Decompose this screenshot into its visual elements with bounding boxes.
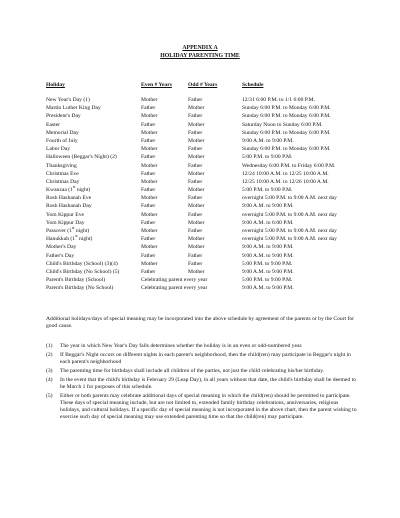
odd-years-cell: Father bbox=[188, 260, 203, 267]
table-row bbox=[46, 179, 366, 187]
footnote-number: (5) bbox=[46, 392, 53, 399]
holiday-cell: Child's Birthday (School) (3)(4) bbox=[46, 260, 118, 267]
holiday-cell: Passover (1st night) bbox=[46, 226, 90, 234]
even-years-cell: Father bbox=[141, 252, 156, 259]
table-row bbox=[46, 97, 366, 105]
even-years-cell: Mother bbox=[141, 211, 158, 218]
schedule-cell: Sunday 6:00 P.M. to Monday 6:00 P.M. bbox=[242, 105, 331, 112]
even-years-cell: Mother bbox=[141, 146, 158, 153]
footnote-item bbox=[46, 368, 358, 375]
appendix-heading: APPENDIX A bbox=[182, 45, 218, 51]
table-row bbox=[46, 253, 366, 261]
holiday-cell: Yom Kippur Eve bbox=[46, 211, 84, 218]
even-years-cell: Father bbox=[141, 219, 156, 226]
odd-years-cell: Mother bbox=[188, 244, 205, 251]
schedule-cell: Sunday 6:00 P.M. to Monday 6:00 P.M. bbox=[242, 113, 331, 120]
odd-years-cell: Father bbox=[188, 211, 203, 218]
holiday-cell: President's Day bbox=[46, 113, 81, 120]
table-row bbox=[46, 203, 366, 211]
schedule-cell: 9:00 A.M. to 9:00 P.M. bbox=[242, 137, 294, 144]
even-years-cell: Father bbox=[141, 268, 156, 275]
holiday-cell: Christmas Eve bbox=[46, 170, 79, 177]
footnote-item bbox=[46, 377, 358, 391]
holiday-table bbox=[46, 97, 366, 294]
holiday-cell: Christmas Day bbox=[46, 178, 80, 185]
holiday-cell: Halloween (Beggar's Night) (2) bbox=[46, 154, 117, 161]
footnote-item bbox=[46, 352, 358, 366]
holiday-cell: Fourth of July bbox=[46, 137, 78, 144]
odd-years-cell: Mother bbox=[188, 105, 205, 112]
odd-years-cell: Mother bbox=[188, 137, 205, 144]
table-row bbox=[46, 171, 366, 179]
odd-years-cell: Father bbox=[188, 113, 203, 120]
footnotes-list bbox=[46, 343, 358, 423]
schedule-cell: 9:00 A.M. to 9:00 P.M. bbox=[242, 244, 294, 251]
even-years-cell: Mother bbox=[141, 162, 158, 169]
even-years-cell: Mother bbox=[141, 228, 158, 234]
schedule-cell: 5:00 P.M. to 9:00 P.M. bbox=[242, 187, 293, 194]
even-years-cell: Father bbox=[141, 137, 156, 144]
odd-years-cell: Father bbox=[188, 228, 203, 234]
schedule-cell: overnight 5:00 P.M. to 9:00 A.M. next day bbox=[242, 195, 337, 202]
table-row bbox=[46, 220, 366, 228]
schedule-cell: Sunday 6:00 P.M. to Monday 6:00 P.M. bbox=[242, 146, 331, 153]
footnote-number: (3) bbox=[46, 367, 53, 374]
even-years-cell: Celebrating parent every year bbox=[141, 277, 208, 284]
footnote-text: The parenting time for birthdays shall include all children of the parties, not just the child celebrating his/her birthday. bbox=[60, 367, 325, 374]
column-header-schedule: Schedule bbox=[242, 82, 264, 88]
table-row bbox=[46, 122, 366, 130]
odd-years-cell: Mother bbox=[188, 203, 205, 210]
footnote-number: (1) bbox=[46, 343, 53, 349]
odd-years-cell: Mother bbox=[188, 154, 205, 161]
odd-years-cell: Mother bbox=[188, 187, 205, 194]
schedule-cell: overnight 5:00 P.M. to 9:00 A.M. next day bbox=[242, 228, 337, 234]
schedule-cell: 5:00 P.M. to 9:00 P.M. bbox=[242, 260, 293, 267]
even-years-cell: Mother bbox=[141, 260, 158, 267]
table-row bbox=[46, 269, 366, 277]
even-years-cell: Father bbox=[141, 187, 156, 194]
footnote-item bbox=[46, 343, 358, 350]
table-row bbox=[46, 138, 366, 146]
footnote-text: The year in which New Year's Day falls determines whether the holiday is in an even or odd-numbered year. bbox=[60, 343, 303, 349]
odd-years-cell: Mother bbox=[188, 219, 205, 226]
holiday-cell: Martin Luther King Day bbox=[46, 105, 101, 112]
schedule-cell: 9:00 A.M. to 9:00 P.M. bbox=[242, 203, 294, 210]
schedule-cell: Sunday 6:00 P.M. to Monday 6:00 P.M. bbox=[242, 129, 331, 136]
table-row bbox=[46, 130, 366, 138]
table-row bbox=[46, 163, 366, 171]
holiday-cell: Kwanzaa (1st night) bbox=[46, 185, 91, 194]
odd-years-cell: Father bbox=[188, 162, 203, 169]
footnote-text: If Beggar's Night occurs on different nights in each parent's neighborhood, then the child(ren) may participate in Beggar's night in each parent's neighborhood bbox=[60, 351, 351, 365]
schedule-cell: overnight 5:00 P.M. to 9:00 A.M. next day bbox=[242, 211, 337, 218]
footnote-item bbox=[46, 393, 358, 422]
column-header-even-years: Even # Years bbox=[141, 82, 172, 88]
even-years-cell: Father bbox=[141, 236, 156, 243]
odd-years-cell: Mother bbox=[188, 170, 205, 177]
table-row bbox=[46, 285, 366, 293]
schedule-cell: 9:00 A.M. to 9:00 P.M. bbox=[242, 285, 294, 292]
odd-years-cell: Mother bbox=[188, 268, 205, 275]
even-years-cell: Mother bbox=[141, 244, 158, 251]
footnote-text: In the event that the child's birthday is February 29 (Leap Day), in all years without that date, the child's birthday shall be deemed to be March 1 for purposes of this schedule. bbox=[60, 376, 356, 390]
schedule-cell: 12/25 10:00 A.M. to 12/26 10:00 A.M. bbox=[242, 178, 329, 185]
table-row bbox=[46, 113, 366, 121]
even-years-cell: Celebrating parent every year bbox=[141, 285, 208, 292]
table-row bbox=[46, 236, 366, 244]
holiday-cell: Memorial Day bbox=[46, 129, 79, 136]
schedule-cell: 12/24 10:00 A.M. to 12/25 10:00 A.M. bbox=[242, 170, 329, 177]
table-row bbox=[46, 212, 366, 220]
even-years-cell: Mother bbox=[141, 178, 158, 185]
even-years-cell: Mother bbox=[141, 195, 158, 202]
table-row bbox=[46, 195, 366, 203]
schedule-cell: Saturday Noon to Sunday 6:00 P.M. bbox=[242, 121, 323, 128]
even-years-cell: Father bbox=[141, 203, 156, 210]
holiday-cell: Parent's Birthday (No School) bbox=[46, 285, 114, 292]
footnote-text: Either or both parents may celebrate additional days of special meaning in which the child(ren) should be permitted to participate. These days of special meaning include, but are not limited to, extended family birthday celebrations, anniversaries, religious holidays, and cultural holidays. If a specific day of special meaning is not incorporated in the above chart, then the parent wishing to exercise such day of special meaning may use extended parenting time so that the child(ren) may participate. bbox=[60, 392, 357, 421]
footnote-number: (4) bbox=[46, 376, 53, 383]
even-years-cell: Mother bbox=[141, 129, 158, 136]
holiday-cell: Hanukkah (1st night) bbox=[46, 234, 93, 243]
odd-years-cell: Father bbox=[188, 178, 203, 185]
additional-holidays-paragraph: Additional holidays/days of special meaning may be incorporated into the above schedule by agreement of the parents or by the Court for good cause. bbox=[46, 316, 355, 330]
table-row bbox=[46, 154, 366, 162]
schedule-cell: Wednesday 6:00 P.M. to Friday 6:00 P.M. bbox=[242, 162, 336, 169]
odd-years-cell: Father bbox=[188, 195, 203, 202]
column-header-holiday: Holiday bbox=[46, 82, 65, 88]
holiday-cell: Thanksgiving bbox=[46, 162, 77, 169]
schedule-cell: 12/31 6:00 P.M. to 1/1 6:00 P.M. bbox=[242, 97, 316, 103]
odd-years-cell: Father bbox=[188, 146, 203, 153]
schedule-cell: 9:00 A.M. to 6:00 P.M. bbox=[242, 219, 294, 226]
table-row bbox=[46, 261, 366, 269]
schedule-cell: 9:00 A.M. to 9:00 P.M. bbox=[242, 252, 294, 259]
schedule-cell: overnight 5:00 P.M. to 9:00 A.M. next day bbox=[242, 236, 337, 243]
even-years-cell: Father bbox=[141, 105, 156, 112]
even-years-cell: Father bbox=[141, 121, 156, 128]
odd-years-cell: Mother bbox=[188, 236, 205, 243]
holiday-cell: Child's Birthday (No School) (5) bbox=[46, 268, 120, 275]
schedule-cell: 5:00 P.M. to 9:00 P.M. bbox=[242, 277, 293, 284]
page-title: HOLIDAY PARENTING TIME bbox=[160, 53, 240, 59]
even-years-cell: Father bbox=[141, 154, 156, 161]
column-header-odd-years: Odd # Years bbox=[188, 82, 218, 88]
holiday-cell: Rosh Hashanah Day bbox=[46, 203, 92, 210]
table-row bbox=[46, 244, 366, 252]
footnote-number: (2) bbox=[46, 351, 53, 358]
holiday-cell: Parent's Birthday (School) bbox=[46, 277, 106, 284]
table-row bbox=[46, 228, 366, 236]
holiday-cell: Easter bbox=[46, 121, 60, 128]
even-years-cell: Father bbox=[141, 170, 156, 177]
table-row bbox=[46, 187, 366, 195]
table-row bbox=[46, 105, 366, 113]
schedule-cell: 5:00 P.M. to 9:00 P.M. bbox=[242, 154, 293, 161]
holiday-cell: Mother's Day bbox=[46, 244, 77, 251]
holiday-cell: Father's Day bbox=[46, 252, 75, 259]
odd-years-cell: Father bbox=[188, 129, 203, 136]
holiday-cell: Labor Day bbox=[46, 146, 71, 153]
odd-years-cell: Mother bbox=[188, 121, 205, 128]
even-years-cell: Mother bbox=[141, 97, 158, 103]
holiday-cell: Rosh Hashanah Eve bbox=[46, 195, 92, 202]
even-years-cell: Mother bbox=[141, 113, 158, 120]
odd-years-cell: Father bbox=[188, 252, 203, 259]
holiday-cell: New Year's Day (1) bbox=[46, 97, 90, 103]
odd-years-cell: Father bbox=[188, 97, 203, 103]
holiday-cell: Yom Kippur Day bbox=[46, 219, 85, 226]
schedule-cell: 9:00 A.M. to 9:00 P.M. bbox=[242, 268, 294, 275]
